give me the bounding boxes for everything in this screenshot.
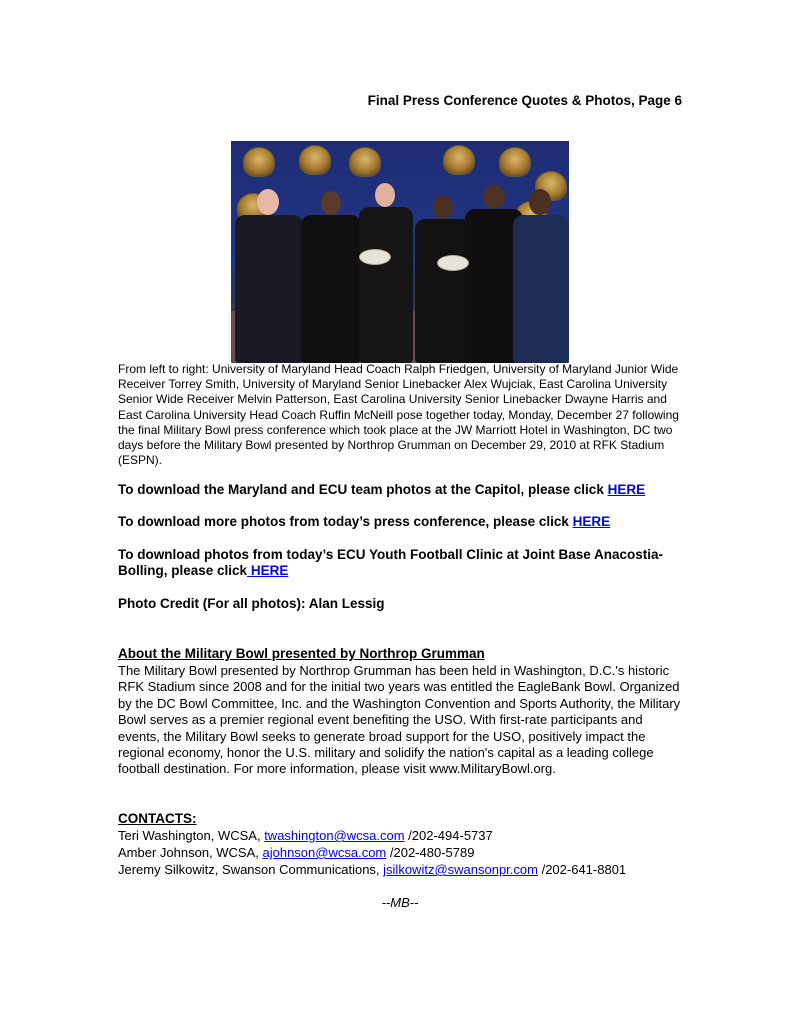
contact-name: Teri Washington, WCSA, — [118, 828, 265, 843]
download-clinic-link[interactable]: HERE — [247, 563, 289, 578]
footer-end-mark: --MB-- — [381, 895, 419, 910]
contact-item — [118, 845, 474, 861]
download-capitol-photos — [118, 482, 645, 498]
page-title: Final Press Conference Quotes & Photos, Page 6 — [367, 93, 682, 108]
contact-phone: /202-480-5789 — [386, 845, 475, 860]
download-text: To download the Maryland and ECU team photos at the Capitol, please click — [118, 482, 608, 497]
photo-credit: Photo Credit (For all photos): Alan Lessig — [118, 596, 385, 611]
contact-item — [118, 828, 493, 844]
contact-email-link[interactable]: ajohnson@wcsa.com — [262, 845, 387, 860]
download-text: To download more photos from today’s press conference, please click — [118, 514, 573, 529]
contact-phone: /202-494-5737 — [404, 828, 493, 843]
contact-name: Jeremy Silkowitz, Swanson Communications, — [118, 862, 384, 877]
group-photo — [231, 141, 569, 363]
contact-name: Amber Johnson, WCSA, — [118, 845, 263, 860]
contacts-heading: CONTACTS: — [118, 811, 197, 826]
download-capitol-link[interactable]: HERE — [607, 482, 646, 497]
download-clinic-photos — [118, 547, 678, 579]
download-press-link[interactable]: HERE — [572, 514, 611, 529]
about-body: The Military Bowl presented by Northrop Grumman has been held in Washington, D.C.'s historic RFK Stadium since 2008 and for the initial two years was entitled the EagleBank Bowl. Organized by the DC Bowl Committee, Inc. and the Washington Convention and Sports Authority, the Military Bowl serves as a premier regional event benefiting the USO. With first-rate participants and events, the Military Bowl seeks to generate broad support for the USO, positively impact the regional economy, honor the U.S. military and solidify the nation's capital as a leading college football destination. For more information, please visit www.MilitaryBowl.org. — [118, 663, 681, 777]
contact-item — [118, 862, 626, 878]
contact-email-link[interactable]: jsilkowitz@swansonpr.com — [383, 862, 538, 877]
photo-caption: From left to right: University of Maryland Head Coach Ralph Friedgen, University of Maryland Junior Wide Receiver Torrey Smith, University of Maryland Senior Linebacker Alex Wujciak, East Carolina University Senior Wide Receiver Melvin Patterson, East Carolina University Senior Linebacker Dwayne Harris and East Carolina University Head Coach Ruffin McNeill pose together today, Monday, December 27 following the final Military Bowl press conference which took place at the JW Marriott Hotel in Washington, DC two days before the Military Bowl presented by Northrop Grumman on December 29, 2010 at RFK Stadium (ESPN). — [118, 362, 679, 468]
contact-email-link[interactable]: twashington@wcsa.com — [264, 828, 405, 843]
download-press-photos — [118, 514, 610, 530]
about-heading: About the Military Bowl presented by Northrop Grumman — [118, 646, 485, 661]
download-text: To download photos from today’s ECU Youth Football Clinic at Joint Base Anacostia-Bolling, please click — [118, 547, 664, 578]
contact-phone: /202-641-8801 — [537, 862, 627, 877]
